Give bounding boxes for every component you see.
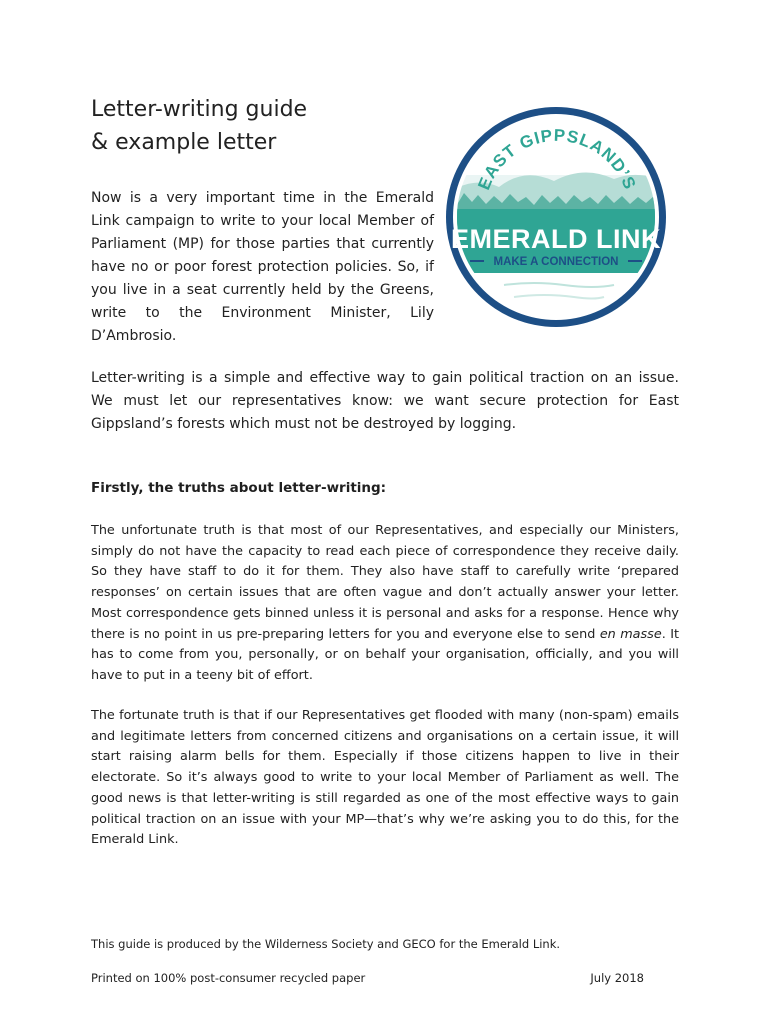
- traction-paragraph: Letter-writing is a simple and effective way to gain political traction on an issue. We must let our representatives know: we want secure protection for East Gippsland’s forests which must not be destroyed by logging.: [91, 370, 679, 432]
- intro-paragraph: Now is a very important time in the Emerald Link campaign to write to your local Member of Parliament (MP) for those parties that currently have no or poor forest protection policies. So, if you live in a seat currently held by the Greens, write to the Environment Minister, Lily D’Ambrosio.: [91, 190, 434, 344]
- footer-printed-note: Printed on 100% post-consumer recycled paper: [91, 971, 366, 985]
- emerald-link-logo: [444, 105, 668, 329]
- unfortunate-text-after: . It has to come from you, personally, or on behalf your organisation, officially, and you will have to put in a teeny bit of effort.: [91, 626, 680, 683]
- footer-date: July 2018: [590, 971, 644, 985]
- unfortunate-truth-paragraph: [91, 521, 679, 687]
- section-heading: Firstly, the truths about letter-writing:: [91, 480, 387, 496]
- logo-arc-text: EAST GIPPSLAND’S: [474, 125, 640, 193]
- unfortunate-emphasis: en masse: [599, 626, 662, 642]
- logo-tagline: MAKE A CONNECTION: [493, 256, 619, 268]
- footer-credit: This guide is produced by the Wilderness Society and GECO for the Emerald Link.: [91, 937, 561, 951]
- page-title: [91, 93, 431, 159]
- title-line-2: & example letter: [91, 130, 277, 155]
- title-line-1: Letter-writing guide: [91, 97, 308, 122]
- fortunate-truth-paragraph: The fortunate truth is that if our Representatives get flooded with many (non-spam) emails and legitimate letters from concerned citizens and organisations on a certain issue, it will start raising alarm bells for them. Especially if those citizens happen to live in their electorate. So it’s always good to write to your local Member of Parliament as well. The good news is that letter-writing is still regarded as one of the most effective ways to gain political traction on an issue with your MP—that’s why we’re asking you to do this, for the Emerald Link.: [91, 708, 679, 848]
- logo-main-text: EMERALD LINK: [451, 224, 661, 254]
- unfortunate-text-before: The unfortunate truth is that most of our Representatives, and especially our Ministers, simply do not have the capacity to read each piece of correspondence they receive daily. So they have staff to do it for them. They also have staff to carefully write ‘prepared responses’ on certain issues that are often vague and don’t actually answer your letter. Most correspondence gets binned unless it is personal and asks for a response. Hence why there is no point in us pre-preparing letters for you and everyone else to send: [91, 523, 679, 642]
